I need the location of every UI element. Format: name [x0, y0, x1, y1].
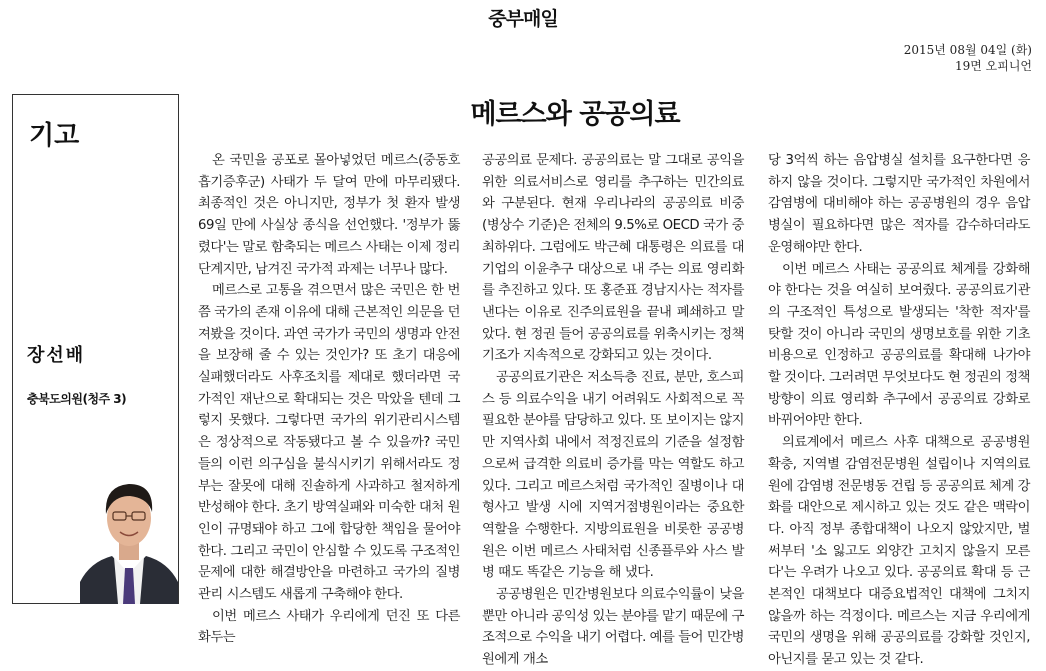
- newspaper-name: 중부매일: [488, 8, 558, 30]
- article-column-1: [198, 150, 460, 649]
- masthead: [0, 4, 1046, 31]
- author-portrait: [80, 462, 178, 604]
- paragraph: 이번 메르스 사태는 공공의료 체계를 강화해야 한다는 것을 여실히 보여줬다. 공공의료기관의 구조적인 특성으로 발생되는 '착한 적자'를 탓할 것이 아니라 국민의 생명보호를 위한 기초비용으로 인정하고 공공의료를 확대해 나가야 할 것이다. 그러려면 무엇보다도 현 정권의 정책방향이 의료 영리화 추구에서 공공의료 강화로 바뀌어야만 한다.: [768, 261, 1030, 429]
- author-affiliation: 충북도의원(청주 3): [27, 392, 127, 406]
- dateline: [904, 42, 1032, 74]
- article-headline: 메르스와 공공의료: [470, 99, 680, 130]
- paragraph: 공공의료 문제다. 공공의료는 말 그대로 공익을 위한 의료서비스로 영리를 추구하는 민간의료와 구분된다. 현재 우리나라의 공공의료 비중(병상수 기준)은 전체의 9.5%로 OECD 국가 중 최하위다. 그럼에도 박근혜 대통령은 의료를 대기업의 이윤추구 대상으로 내 주는 의료 영리화를 추진하고 있다. 또 홍준표 경남지사는 적자를 낸다는 이유로 진주의료원을 끝내 폐쇄하고 말았다. 현 정권 들어 공공의료를 위축시키는 정책기조가 지속적으로 강화되고 있는 것이다.: [482, 153, 744, 364]
- paragraph: 온 국민을 공포로 몰아넣었던 메르스(중동호흡기증후군) 사태가 두 달여 만에 마무리됐다. 최종적인 것은 아니지만, 정부가 첫 환자 발생 69일 만에 사실상 종식을 선언했다. '정부가 뚫렸다'는 말로 함축되는 메르스 사태는 이제 정리단계지만, 남겨진 국가적 과제는 너무나 많다.: [198, 153, 460, 277]
- section-label: 기고: [29, 121, 80, 151]
- article-column-3: [768, 150, 1030, 671]
- paragraph: 의료계에서 메르스 사후 대책으로 공공병원 확충, 지역별 감염전문병원 설립이나 지역의료원에 감염병 전문병동 건립 등 공공의료 체계 강화를 대안으로 제시하고 있는 것도 같은 맥락이다. 아직 정부 종합대책이 나오지 않았지만, 벌써부터 '소 잃고도 외양간 고치지 않을지 모른다'는 우려가 나오고 있다. 공공의료 확대 등 근본적인 대책보다 대증요법적인 대책에 그치지 않을까 하는 걱정이다. 메르스는 지금 우리에게 국민의 생명을 위해 공공의료를 강화할 것인지, 아닌지를 묻고 있는 것 같다.: [768, 435, 1030, 668]
- page-section: 19면 오피니언: [954, 59, 1032, 73]
- paragraph: 이번 메르스 사태가 우리에게 던진 또 다른 화두는: [198, 608, 460, 646]
- paragraph: 메르스로 고통을 겪으면서 많은 국민은 한 번쯤 국가의 존재 이유에 대해 근본적인 의문을 던져봤을 것이다. 과연 국가가 국민의 생명과 안전을 보장해 줄 수 있는 것인가? 또 초기 대응에 실패했더라도 사후조치를 제대로 했더라면 국가적인 재난으로 확대되는 것은 막았을 텐데 그렇지 못했다. 그렇다면 국가의 위기관리시스템은 정상적으로 작동됐다고 볼 수 있을까? 국민들의 이런 의구심을 불식시키기 위해서라도 정부는 잘못에 대해 진솔하게 사과하고 철저하게 반성해야 한다. 초기 방역실패와 미숙한 대처 원인이 규명돼야 하고 그에 합당한 책임을 물어야 한다. 그리고 국민이 안심할 수 있도록 구조적인 문제에 대한 해결방안을 마련하고 국가의 질병관리 시스템도 새롭게 구축해야 한다.: [198, 283, 460, 603]
- paragraph: 당 3억씩 하는 음압병실 설치를 요구한다면 응하지 않을 것이다. 그렇지만 국가적인 차원에서 감염병에 대비해야 하는 공공병원의 경우 음압병실이 필요하다면 많은 적자를 감수하더라도 운영해야만 한다.: [768, 153, 1030, 255]
- paragraph: 공공병원은 민간병원보다 의료수익률이 낮을 뿐만 아니라 공익성 있는 분야를 맡기 때문에 구조적으로 수익을 내기 어렵다. 예를 들어 민간병원에게 개소: [482, 587, 744, 668]
- paragraph: 공공의료기관은 저소득층 진료, 분만, 호스피스 등 의료수익을 내기 어려워도 사회적으로 꼭 필요한 분야를 담당하고 있다. 또 보이지는 않지만 지역사회 내에서 적정진료의 기준을 설정함으로써 급격한 의료비 증가를 막는 역할도 하고 있다. 그리고 메르스처럼 국가적인 질병이나 대형사고 발생 시에 지역거점병원이라는 중요한 역할을 수행한다. 지방의료원을 비롯한 공공병원은 이번 메르스 사태처럼 신종플루와 사스 발병 때도 똑같은 기능을 해 냈다.: [482, 370, 744, 581]
- article-column-2: [482, 150, 744, 671]
- author-name: 장선배: [27, 345, 86, 366]
- publication-date: 2015년 08월 04일 (화): [903, 43, 1032, 57]
